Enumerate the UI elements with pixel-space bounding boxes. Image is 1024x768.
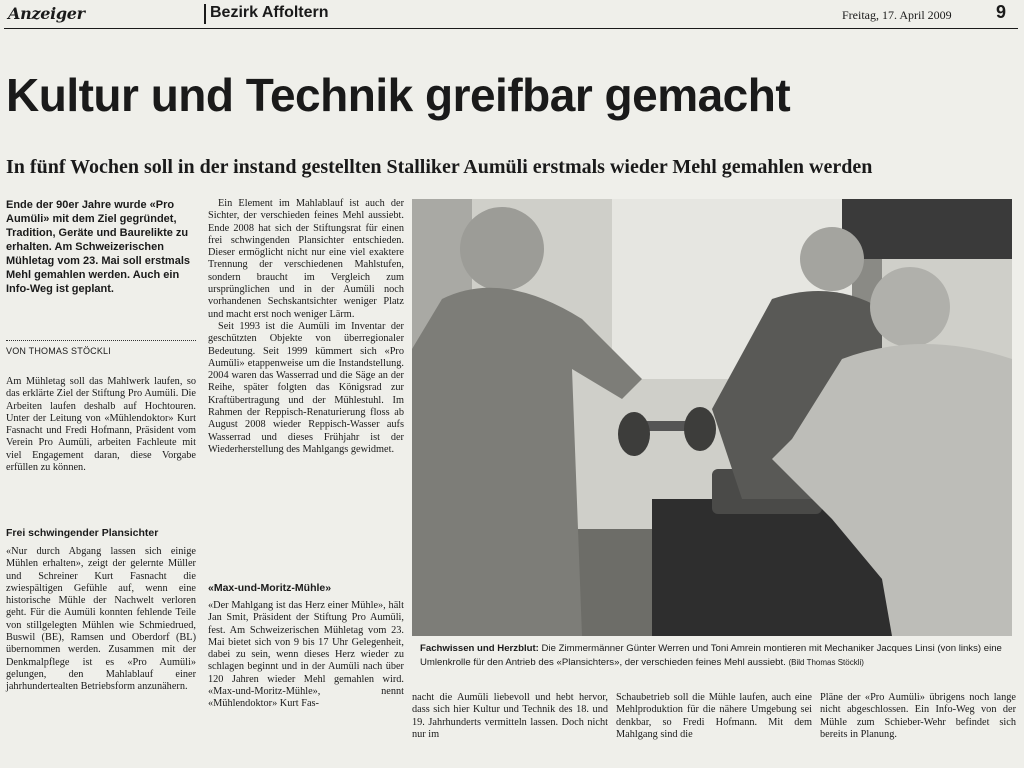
article-headline: Kultur und Technik greifbar gemacht (6, 69, 791, 121)
body-paragraph: Seit 1993 ist die Aumüli im Inventar der geschützten Objekte von überregionaler Bedeutung. Seit 1999 kümmert sich «Pro Aumüli» etappenweise um die Instandstellung. 2004 waren das Wasserrad und die Säge an der Reihe, später folgten das Königsrad zur Kraftübertragung und der Mühlestuhl. Im Rahmen der Reppisch-Renaturierung floss ab August 2008 wieder Reppisch-Wasser aufs Wasserrad und dieses Frühjahr ist der Wiederherstellung des Mahlgangs gewidmet. (208, 320, 404, 455)
body-paragraph: «Nur durch Abgang lassen sich einige Mühlen erhalten», zeigt der gelernte Müller und Schreiner Kurt Fasnacht die zwiespältigen Gefühle auf, wenn eine historische Mühle der Nachwelt verloren geht. Für die Aumüli konnten fehlende Teile von stillgelegten Mühlen wie Schmiedrued, Buswil (BE), Ramsen und Oberdorf (BL) übernommen werden. Zusammen mit der Denkmalpflege ist es «Pro Aumüli» gelungen, den Mahlablauf einer jahrhundertealten Betriebsform anzunähern. (6, 546, 196, 693)
column-5 (820, 692, 1016, 741)
article-subheadline: In fünf Wochen soll in der instand gestellten Stalliker Aumüli erstmals wieder Mehl gemahlen werden (6, 156, 873, 178)
section-title: Bezirk Affoltern (210, 4, 329, 21)
column-4 (616, 692, 812, 741)
subheading-max-moritz: «Max-und-Moritz-Mühle» (208, 582, 332, 594)
column-1-top (6, 376, 196, 474)
body-paragraph: «Der Mahlgang ist das Herz einer Mühle», hält Jan Smit, Präsident der Stiftung Pro Aumüli, fest. Am Schweizerischen Mühletag vom 23. Mai bietet sich von 9 bis 17 Uhr Gelegenheit, dabei zu sein, wenn dieses Herz wieder zu schlagen beginnt und in der Aumüli nach über 120 Jahren wieder Mehl gemahlen wird. «Max-und-Moritz-Mühle», nennt «Mühlendoktor» Kurt Fas- (208, 600, 404, 710)
issue-date: Freitag, 17. April 2009 (842, 8, 952, 22)
header-rule (4, 28, 1018, 29)
article-byline: VON THOMAS STÖCKLI (6, 346, 111, 356)
byline-divider (6, 340, 196, 341)
article-photo (412, 199, 1012, 636)
body-paragraph: Am Mühletag soll das Mahlwerk laufen, so das erklärte Ziel der Stiftung Pro Aumüli. Die Arbeiten laufen deshalb auf Hochtouren. Unter der Leitung von «Mühlendoktor» Kurt Fasnacht und Fredi Hofmann, Präsident vom Verein Pro Aumüli, arbeiten Fachleute mit viel Engagement daran, diese Vorgabe erfüllen zu können. (6, 376, 196, 474)
caption-lead: Fachwissen und Herzblut: (420, 643, 539, 654)
page-header (0, 0, 1024, 30)
article-lead: Ende der 90er Jahre wurde «Pro Aumüli» mit dem Ziel gegründet, Tradition, Geräte und Baurelikte zu erhalten. Am Schweizerischen Mühletag vom 23. Mai soll erstmals Mehl gemahlen werden. Auch ein Info-Weg ist geplant. (6, 199, 191, 295)
photo-credit: (Bild Thomas Stöckli) (788, 658, 864, 667)
body-paragraph: Ein Element im Mahlablauf ist auch der Sichter, der verschieden feines Mehl aussiebt. Ende 2008 hat sich der Stiftungsrat für einen frei schwingenden Plansichter entschieden. Dieser ermöglicht nicht nur eine viel exaktere Trennung der verschiedenen Mahlstufen, sondern braucht im Vergleich zum ursprünglichen und in der Aumüli noch vorhandenen Sechskantsichter weniger Platz und macht erst noch weniger Lärm. (208, 198, 404, 320)
page-number: 9 (996, 2, 1007, 22)
body-paragraph: Schaubetrieb soll die Mühle laufen, auch eine Mehlproduktion für die nähere Umgebung sei denkbar, so Fredi Hofmann. Mit dem Mahlgang sind die (616, 692, 812, 740)
photo-caption (420, 642, 1014, 670)
column-2-top (208, 198, 404, 456)
column-2-bottom (208, 600, 404, 711)
caption-text: Die Zimmermänner Günter Werren und Toni Amrein montieren mit Mechaniker Jacques Linsi (von links) eine Umlenkrolle für den Antrieb des «Plansichters», der verschieden feines Mehl aussiebt. (420, 643, 1002, 668)
column-3 (412, 692, 608, 741)
body-paragraph: nacht die Aumüli liebevoll und hebt hervor, dass sich hier Kultur und Technik des 18. und 19. Jahrhunderts vermitteln lassen. Doch nicht nur im (412, 692, 608, 740)
newspaper-logo: Anzeiger (8, 4, 85, 23)
subheading-plansichter: Frei schwingender Plansichter (6, 527, 159, 539)
column-1-bottom (6, 546, 196, 694)
body-paragraph: Pläne der «Pro Aumüli» übrigens noch lange nicht abgeschlossen. Ein Info-Weg von der Mühle zum Schieber-Wehr befindet sich bereits in Planung. (820, 692, 1016, 740)
header-separator (204, 4, 206, 24)
